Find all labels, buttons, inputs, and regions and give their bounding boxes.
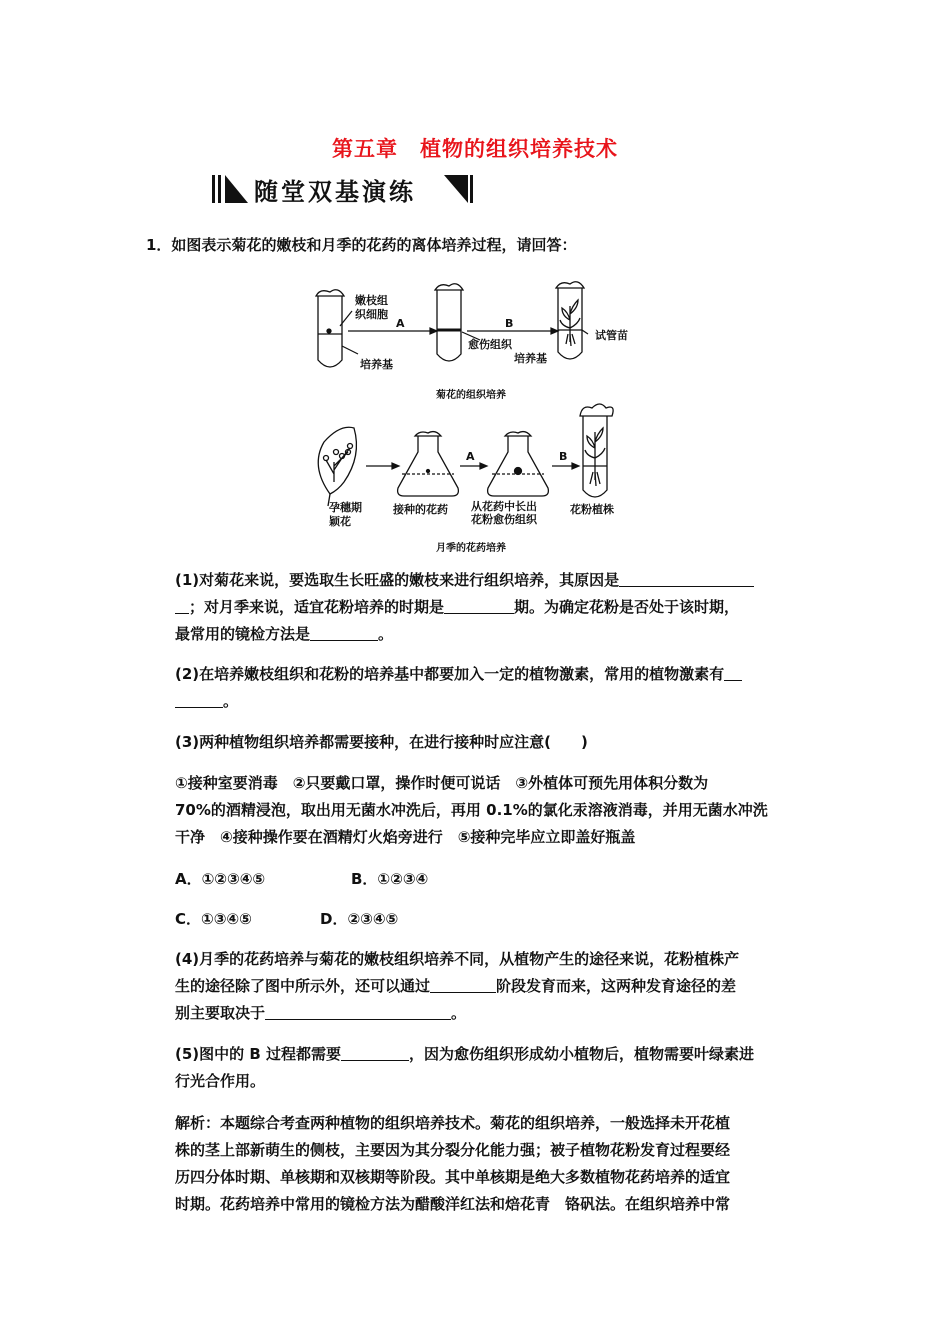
text-4e: 。 (451, 1004, 467, 1022)
analysis-line-4: 时期。花药培养中常用的镜检方法为醋酸洋红法和焙花青 铬矾法。在组织培养中常 (175, 1195, 731, 1213)
label-a-1: A (396, 317, 405, 330)
banner-title: 随堂双基演练 (254, 178, 416, 206)
flower-bud (318, 427, 356, 506)
section-banner (212, 172, 474, 206)
choice-row-1 (175, 866, 810, 893)
subquestion-5 (175, 1041, 810, 1095)
line-4b (175, 973, 810, 1000)
test-tube-1 (316, 290, 344, 367)
choice-b[interactable]: B．①②③④ (351, 870, 429, 888)
subquestion-4 (175, 946, 810, 1027)
line-5a (175, 1041, 810, 1068)
label-cong-1: 从花药中长出 (471, 500, 537, 513)
label-yunsui-2: 颖花 (329, 515, 351, 528)
label-cong-2: 花粉愈伤组织 (471, 513, 537, 526)
choice-c[interactable]: C．①③④⑤ (175, 910, 252, 928)
text-1b: ；对月季来说，适宜花粉培养的时期是 (189, 598, 445, 616)
caption-juhua: 菊花的组织培养 (436, 390, 506, 401)
line-2a (175, 661, 810, 688)
statement-line-3: 干净 ④接种操作要在酒精灯火焰旁进行 ⑤接种完毕应立即盖好瓶盖 (175, 828, 636, 846)
text-4a: (4)月季的花药培养与菊花的嫩枝组织培养不同，从植物产生的途径来说，花粉植株产 (175, 950, 740, 968)
analysis-line-1: 解析：本题综合考查两种植物的组织培养技术。菊花的组织培养，一般选择未开花植 (175, 1114, 731, 1132)
label-nenzhi: 嫩枝组 (355, 294, 388, 307)
text-3: (3)两种植物组织培养都需要接种，在进行接种时应注意( ) (175, 733, 588, 751)
answer-analysis (175, 1110, 810, 1218)
label-peiyangji-1: 培养基 (360, 358, 393, 371)
text-2b: 。 (223, 692, 239, 710)
text-5b: ，因为愈伤组织形成幼小植物后，植物需要叶绿素进 (409, 1045, 755, 1063)
options-statements (175, 770, 810, 851)
text-1a: (1)对菊花来说，要选取生长旺盛的嫩枝来进行组织培养，其原因是 (175, 571, 620, 589)
test-tube-3 (556, 282, 584, 359)
subquestion-1 (175, 567, 810, 648)
caption-yueji: 月季的花药培养 (436, 543, 506, 554)
choice-d[interactable]: D．②③④⑤ (320, 910, 399, 928)
text-4c: 阶段发育而来，这两种发育途径的差 (496, 977, 737, 995)
label-b-1: B (505, 317, 514, 330)
text-4d: 别主要取决于 (175, 1004, 266, 1022)
text-1e: 。 (378, 625, 394, 643)
answer-blank[interactable] (310, 624, 378, 641)
text-1c: 期。为确定花粉是否处于该时期， (514, 598, 740, 616)
line-1b (175, 594, 810, 621)
text-4b: 生的途径除了图中所示外，还可以通过 (175, 977, 431, 995)
answer-blank[interactable] (265, 1003, 451, 1020)
label-a-2: A (466, 450, 475, 463)
answer-blank[interactable] (724, 664, 742, 681)
text-2a: (2)在培养嫩枝组织和花粉的培养基中都要加入一定的植物激素，常用的植物激素有 (175, 665, 725, 683)
chapter-title: 第五章 植物的组织培养技术 (332, 137, 618, 161)
analysis-line-2: 株的茎上部新萌生的侧枝，主要因为其分裂分化能力强；被子植物花粉发育过程要经 (175, 1141, 731, 1159)
label-b-2: B (559, 450, 568, 463)
question-stem: 1．如图表示菊花的嫩枝和月季的花药的离体培养过程，请回答： (146, 236, 577, 254)
arrows-row2 (366, 463, 579, 469)
subquestion-3 (175, 729, 810, 756)
answer-blank[interactable] (175, 597, 189, 614)
answer-blank[interactable] (175, 691, 223, 708)
choice-row-2 (175, 906, 810, 933)
text-5a: (5)图中的 B 过程都需要 (175, 1045, 342, 1063)
choice-a[interactable]: A．①②③④⑤ (175, 870, 266, 888)
line-1c (175, 621, 810, 648)
text-5c: 行光合作用。 (175, 1072, 266, 1090)
label-peiyangji-2: 培养基 (514, 352, 547, 365)
answer-blank[interactable] (430, 976, 496, 993)
subquestion-2 (175, 661, 810, 715)
flask-1 (398, 432, 459, 496)
label-yunsui-1: 孕穗期 (329, 501, 362, 514)
culture-diagram (300, 276, 660, 561)
line-2b (175, 688, 810, 715)
statement-line-1: ①接种室要消毒 ②只要戴口罩，操作时便可说话 ③外植体可预先用体积分数为 (175, 774, 709, 792)
test-tube-2 (435, 284, 463, 361)
analysis-line-3: 历四分体时期、单核期和双核期等阶段。其中单核期是绝大多数植物花药培养的适宜 (175, 1168, 731, 1186)
label-huafen: 花粉植株 (570, 503, 614, 516)
label-yushang: 愈伤组织 (468, 338, 512, 351)
line-4c (175, 1000, 810, 1027)
label-shiguanmiao: 试管苗 (595, 329, 628, 342)
answer-blank[interactable] (341, 1044, 409, 1061)
test-tube-4 (580, 404, 613, 497)
text-1d: 最常用的镜检方法是 (175, 625, 311, 643)
label-nenzhi-2: 织细胞 (355, 308, 388, 321)
line-1a (175, 567, 810, 594)
statement-line-2: 70%的酒精浸泡，取出用无菌水冲洗后，再用 0.1%的氯化汞溶液消毒，并用无菌水冲洗 (175, 801, 768, 819)
answer-blank[interactable] (444, 597, 514, 614)
flask-2 (488, 432, 549, 496)
label-jiezhong: 接种的花药 (393, 503, 448, 516)
answer-blank[interactable] (619, 570, 754, 587)
